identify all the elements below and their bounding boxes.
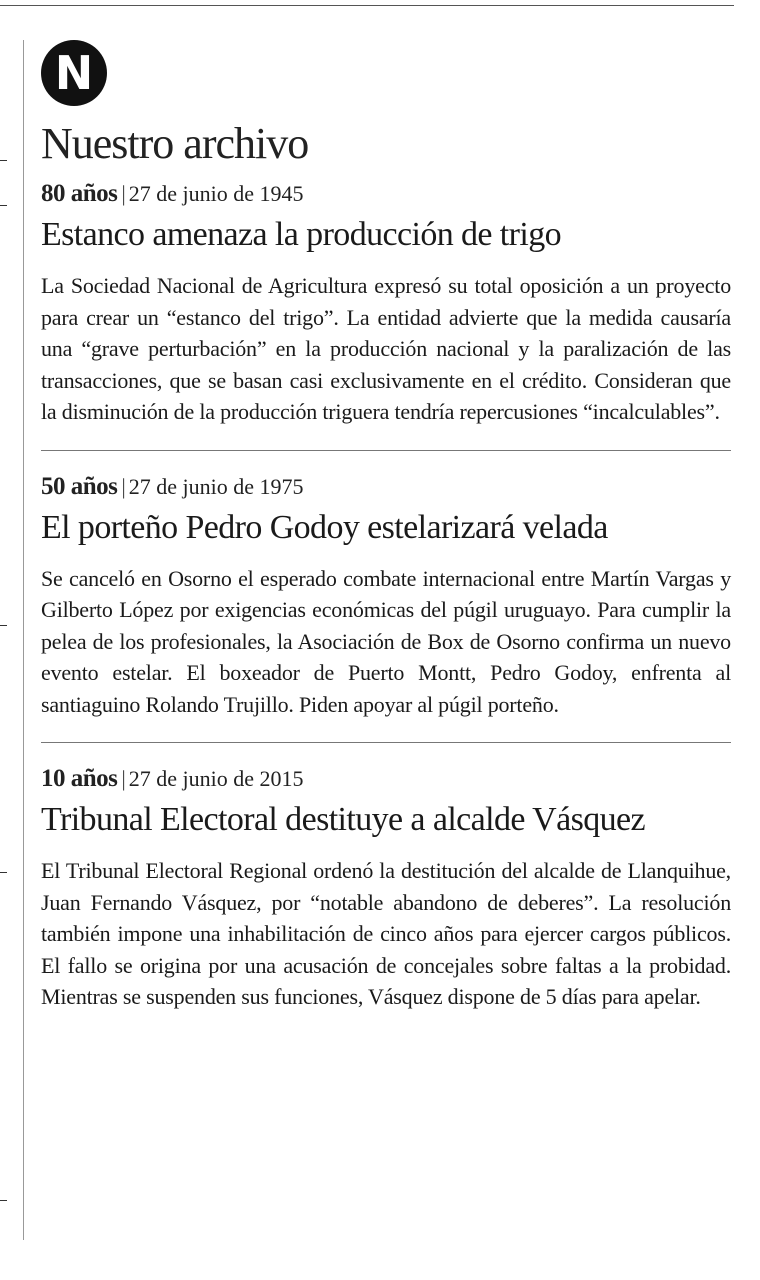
meta-separator: |: [121, 473, 126, 499]
entry-body: Se canceló en Osorno el esperado combate internacional entre Martín Vargas y Gilberto López por exigencias económicas del púgil uruguayo. Para cumplir la pelea de los profesionales, la Asociación de Box de Osorno confirma un nuevo evento estelar. El boxeador de Puerto Montt, Pedro Godoy, enfrenta al santiaguino Rolando Trujillo. Piden apoyar al púgil porteño.: [41, 565, 731, 717]
entry-date: 27 de junio de 1975: [128, 473, 304, 499]
entry-body: El Tribunal Electoral Regional ordenó la destitución del alcalde de Llanquihue, Juan Fernando Vásquez, por “notable abandono de deberes”. La resolución también impone una inhabilitación de cinco años para ejercer cargos públicos. El fallo se origina por una acusación de concejales sobre faltas a la probidad. Mientras se suspenden sus funciones, Vásquez dispone de 5 días para apelar.: [41, 858, 731, 1009]
newspaper-logo-icon: N: [41, 40, 107, 106]
entry-divider: [41, 450, 731, 451]
entry-headline: El porteño Pedro Godoy estelarizará velada: [41, 508, 608, 546]
section-title: Nuestro archivo: [41, 119, 309, 168]
entry-headline: Tribunal Electoral destituye a alcalde Vásquez: [41, 801, 646, 838]
column-divider: [23, 40, 24, 1240]
entry-years: 50 años: [41, 472, 118, 500]
entry-meta: [41, 765, 731, 793]
meta-separator: |: [121, 766, 126, 791]
archive-entry-10: [41, 765, 731, 1013]
entry-date: 27 de junio de 2015: [128, 766, 304, 791]
entry-meta: [41, 180, 731, 208]
entry-meta: [41, 473, 731, 501]
entry-divider: [41, 742, 731, 743]
entry-date: 27 de junio de 1945: [128, 181, 304, 206]
meta-separator: |: [121, 181, 126, 206]
entry-headline: Estanco amenaza la producción de trigo: [41, 216, 562, 253]
archive-entry-80: [41, 180, 731, 428]
top-rule: [0, 5, 734, 6]
entry-years: 10 años: [41, 765, 118, 792]
archive-entry-50: [41, 473, 731, 721]
entry-body: La Sociedad Nacional de Agricultura expresó su total oposición a un proyecto para crear un “estanco del trigo”. La entidad advierte que la medida causaría una “grave perturbación” en la producción nacional y la paralización de las transacciones, que se basan casi exclusivamente en el crédito. Consideran que la disminución de la producción triguera tendría repercusiones “incalculables”.: [41, 273, 731, 424]
archive-column: [41, 40, 731, 1013]
entry-years: 80 años: [41, 180, 118, 207]
